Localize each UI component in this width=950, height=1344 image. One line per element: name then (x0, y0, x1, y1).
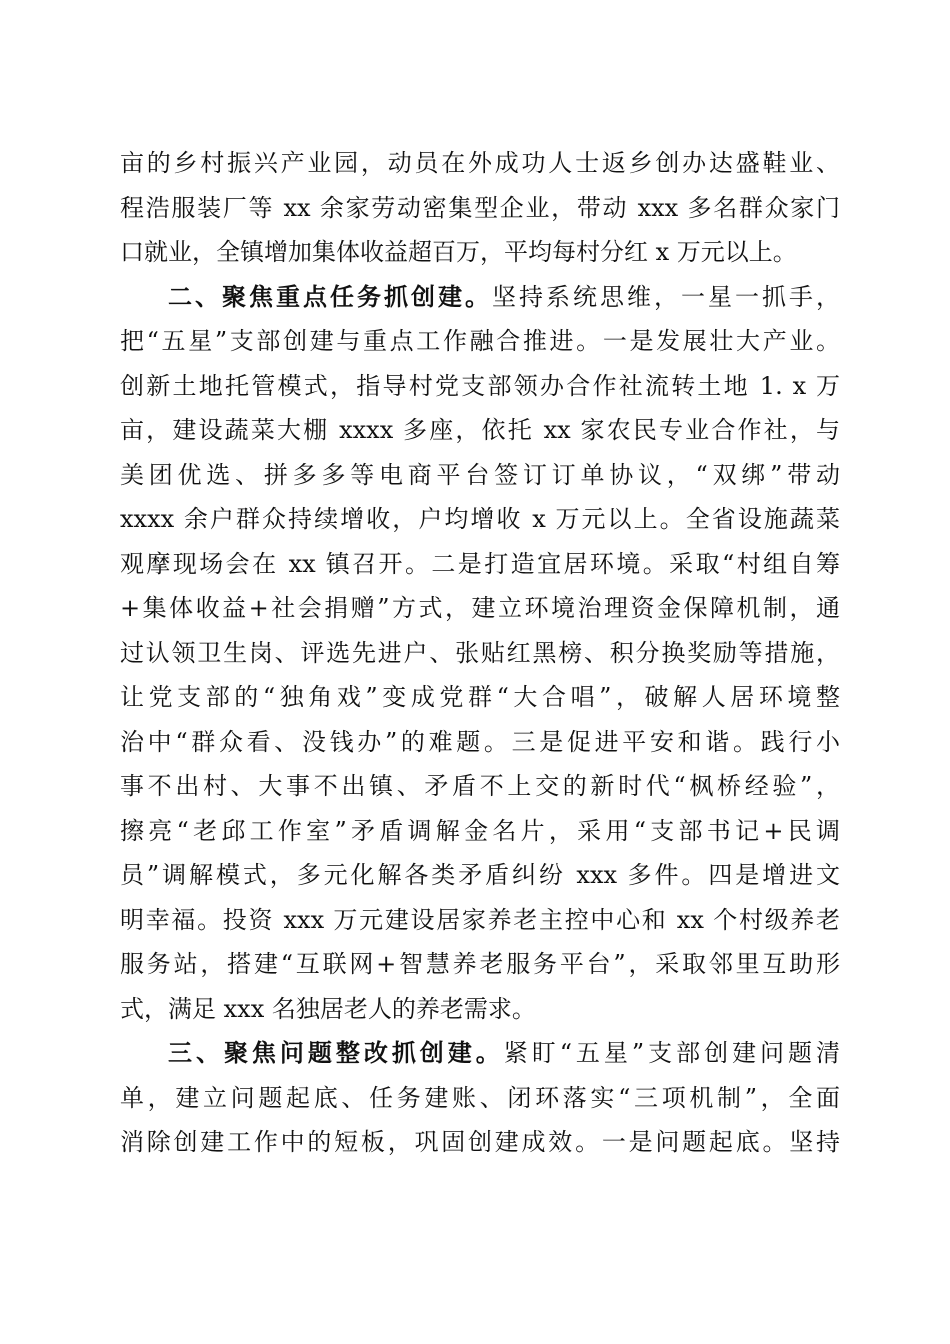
text-line: 事不出村、大事不出镇、矛盾不上交的新时代“枫桥经验”， (120, 772, 840, 800)
text-line: 创新土地托管模式，指导村党支部领办合作社流转土地 1. x 万 (120, 371, 840, 400)
document-body (120, 141, 840, 1165)
paragraph-first-line (120, 1031, 840, 1076)
text-line: 亩的乡村振兴产业园，动员在外成功人士返乡创办达盛鞋业、 (120, 149, 840, 177)
text-line: 程浩服装厂等 xx 余家劳动密集型企业，带动 xxx 多名群众家门 (120, 193, 840, 222)
text-run: 紧盯“五星”支部创建问题清 (503, 1039, 840, 1067)
paragraph-2 (120, 275, 840, 1032)
text-line: 把“五星”支部创建与重点工作融合推进。一是发展壮大产业。 (120, 327, 840, 355)
text-line: 单，建立问题起底、任务建账、闭环落实“三项机制”，全面 (120, 1083, 840, 1112)
text-line: 治中“群众看、没钱办”的难题。三是促进平安和谐。践行小 (120, 727, 840, 756)
paragraph-1 (120, 141, 840, 275)
text-line: 过认领卫生岗、评选先进户、张贴红黑榜、积分换奖励等措施， (120, 638, 840, 667)
paragraph-3 (120, 1031, 840, 1165)
text-line: 式，满足 xxx 名独居老人的养老需求。 (120, 994, 536, 1023)
section-heading: 三、聚焦问题整改抓创建。 (168, 1039, 504, 1067)
text-line: 服务站，搭建“互联网+智慧养老服务平台”，采取邻里互助形 (120, 950, 840, 978)
text-line: xxxx 余户群众持续增收，户均增收 x 万元以上。全省设施蔬菜 (120, 505, 840, 533)
text-line: 员”调解模式，多元化解各类矛盾纠纷 xxx 多件。四是增进文 (120, 861, 840, 889)
text-line: +集体收益+社会捐赠”方式，建立环境治理资金保障机制，通 (120, 594, 840, 622)
text-line: 明幸福。投资 xxx 万元建设居家养老主控中心和 xx 个村级养老 (120, 905, 840, 934)
text-line: 消除创建工作中的短板，巩固创建成效。一是问题起底。坚持 (120, 1128, 840, 1156)
text-line: 让党支部的“独角戏”变成党群“大合唱”，破解人居环境整 (120, 683, 840, 711)
text-run: 坚持系统思维，一星一抓手， (492, 282, 840, 311)
text-line: 口就业，全镇增加集体收益超百万，平均每村分红 x 万元以上。 (120, 238, 797, 266)
section-heading: 二、聚焦重点任务抓创建。 (168, 282, 492, 311)
text-line: 亩，建设蔬菜大棚 xxxx 多座，依托 xx 家农民专业合作社，与 (120, 416, 840, 444)
text-line: 观摩现场会在 xx 镇召开。二是打造宜居环境。采取“村组自筹 (120, 549, 840, 578)
text-line: 擦亮“老邱工作室”矛盾调解金名片，采用“支部书记+民调 (120, 816, 840, 845)
text-line: 美团优选、拼多多等电商平台签订订单协议，“双绑”带动 (120, 460, 840, 489)
paragraph-first-line (120, 275, 840, 320)
